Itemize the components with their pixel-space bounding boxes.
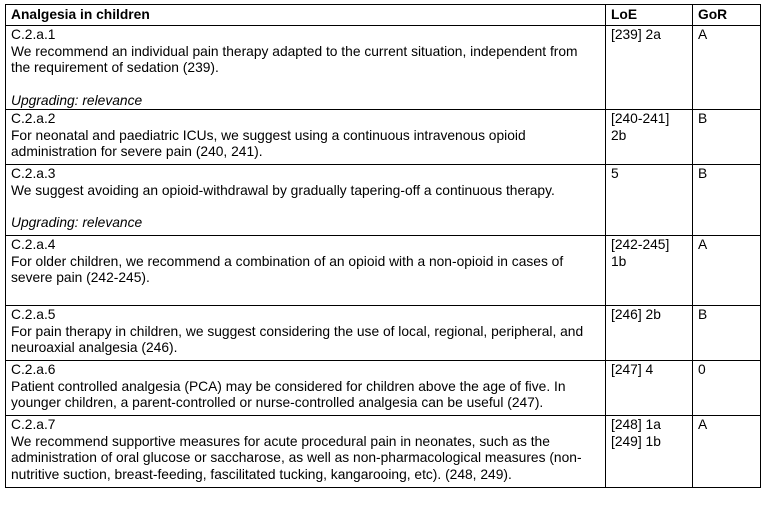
upgrading-note: Upgrading: relevance xyxy=(11,215,143,230)
header-title: Analgesia in children xyxy=(6,5,606,26)
recommendation-code: C.2.a.4 xyxy=(11,237,56,252)
loe-value: [248] 1a xyxy=(611,417,661,432)
table-row xyxy=(6,416,761,488)
loe-value: [249] 1b xyxy=(611,433,661,449)
gor-cell: A xyxy=(693,236,761,306)
recommendation-text: We recommend an individual pain therapy adapted to the current situation, independent from the requirement of sedation (239). xyxy=(11,43,578,75)
loe-value: [246] 2b xyxy=(611,307,661,322)
loe-value: 2b xyxy=(611,127,627,143)
recommendation-code: C.2.a.3 xyxy=(11,166,56,181)
loe-value: [247] 4 xyxy=(611,362,654,377)
loe-value: 1b xyxy=(611,253,627,269)
gor-cell: B xyxy=(693,165,761,236)
gor-cell: B xyxy=(693,306,761,361)
recommendation-code: C.2.a.7 xyxy=(11,417,56,432)
recommendation-code: C.2.a.2 xyxy=(11,111,56,126)
recommendation-cell xyxy=(6,361,606,416)
table-row xyxy=(6,306,761,361)
recommendation-code: C.2.a.6 xyxy=(11,362,56,377)
loe-value: [239] 2a xyxy=(611,27,661,42)
recommendation-cell xyxy=(6,165,606,236)
gor-cell: B xyxy=(693,110,761,165)
recommendation-text: For older children, we recommend a combination of an opioid with a non-opioid in cases of severe pain (242-245). xyxy=(11,253,564,285)
recommendation-cell xyxy=(6,26,606,110)
loe-cell xyxy=(606,361,693,416)
loe-value: 5 xyxy=(611,166,619,181)
recommendation-cell xyxy=(6,306,606,361)
table-row xyxy=(6,110,761,165)
gor-cell: A xyxy=(693,26,761,110)
table-row xyxy=(6,361,761,416)
header-loe: LoE xyxy=(606,5,693,26)
recommendation-table-container xyxy=(5,4,761,488)
recommendation-cell xyxy=(6,236,606,306)
loe-cell xyxy=(606,165,693,236)
recommendation-text: For pain therapy in children, we suggest considering the use of local, regional, peripheral, and neuroaxial analgesia (246). xyxy=(11,323,584,355)
loe-cell xyxy=(606,306,693,361)
loe-cell xyxy=(606,26,693,110)
loe-cell xyxy=(606,110,693,165)
recommendation-code: C.2.a.5 xyxy=(11,307,56,322)
loe-value: [242-245] xyxy=(611,237,670,252)
recommendation-text: For neonatal and paediatric ICUs, we suggest using a continuous intravenous opioid administration for severe pain (240, 241). xyxy=(11,127,526,159)
header-gor: GoR xyxy=(693,5,761,26)
recommendation-text: Patient controlled analgesia (PCA) may be considered for children above the age of five. In younger children, a parent-controlled or nurse-controlled analgesia can be useful (247). xyxy=(11,378,566,410)
loe-cell xyxy=(606,236,693,306)
table-row xyxy=(6,165,761,236)
recommendation-table xyxy=(5,4,761,488)
loe-value: [240-241] xyxy=(611,111,670,126)
gor-cell: A xyxy=(693,416,761,488)
recommendation-text: We recommend supportive measures for acute procedural pain in neonates, such as the administration of oral glucose or saccharose, as well as non-pharmacological measures (non-nutritive suction, breast-feeding, fascilitated tucking, kangarooing, etc). (248, 249). xyxy=(11,433,582,482)
recommendation-text: We suggest avoiding an opioid-withdrawal by gradually tapering-off a continuous therapy. xyxy=(11,182,555,198)
table-row xyxy=(6,236,761,306)
upgrading-note: Upgrading: relevance xyxy=(11,92,143,108)
recommendation-cell xyxy=(6,110,606,165)
loe-cell xyxy=(606,416,693,488)
gor-cell: 0 xyxy=(693,361,761,416)
table-header-row xyxy=(6,5,761,26)
table-row xyxy=(6,26,761,110)
recommendation-cell xyxy=(6,416,606,488)
recommendation-code: C.2.a.1 xyxy=(11,27,56,42)
